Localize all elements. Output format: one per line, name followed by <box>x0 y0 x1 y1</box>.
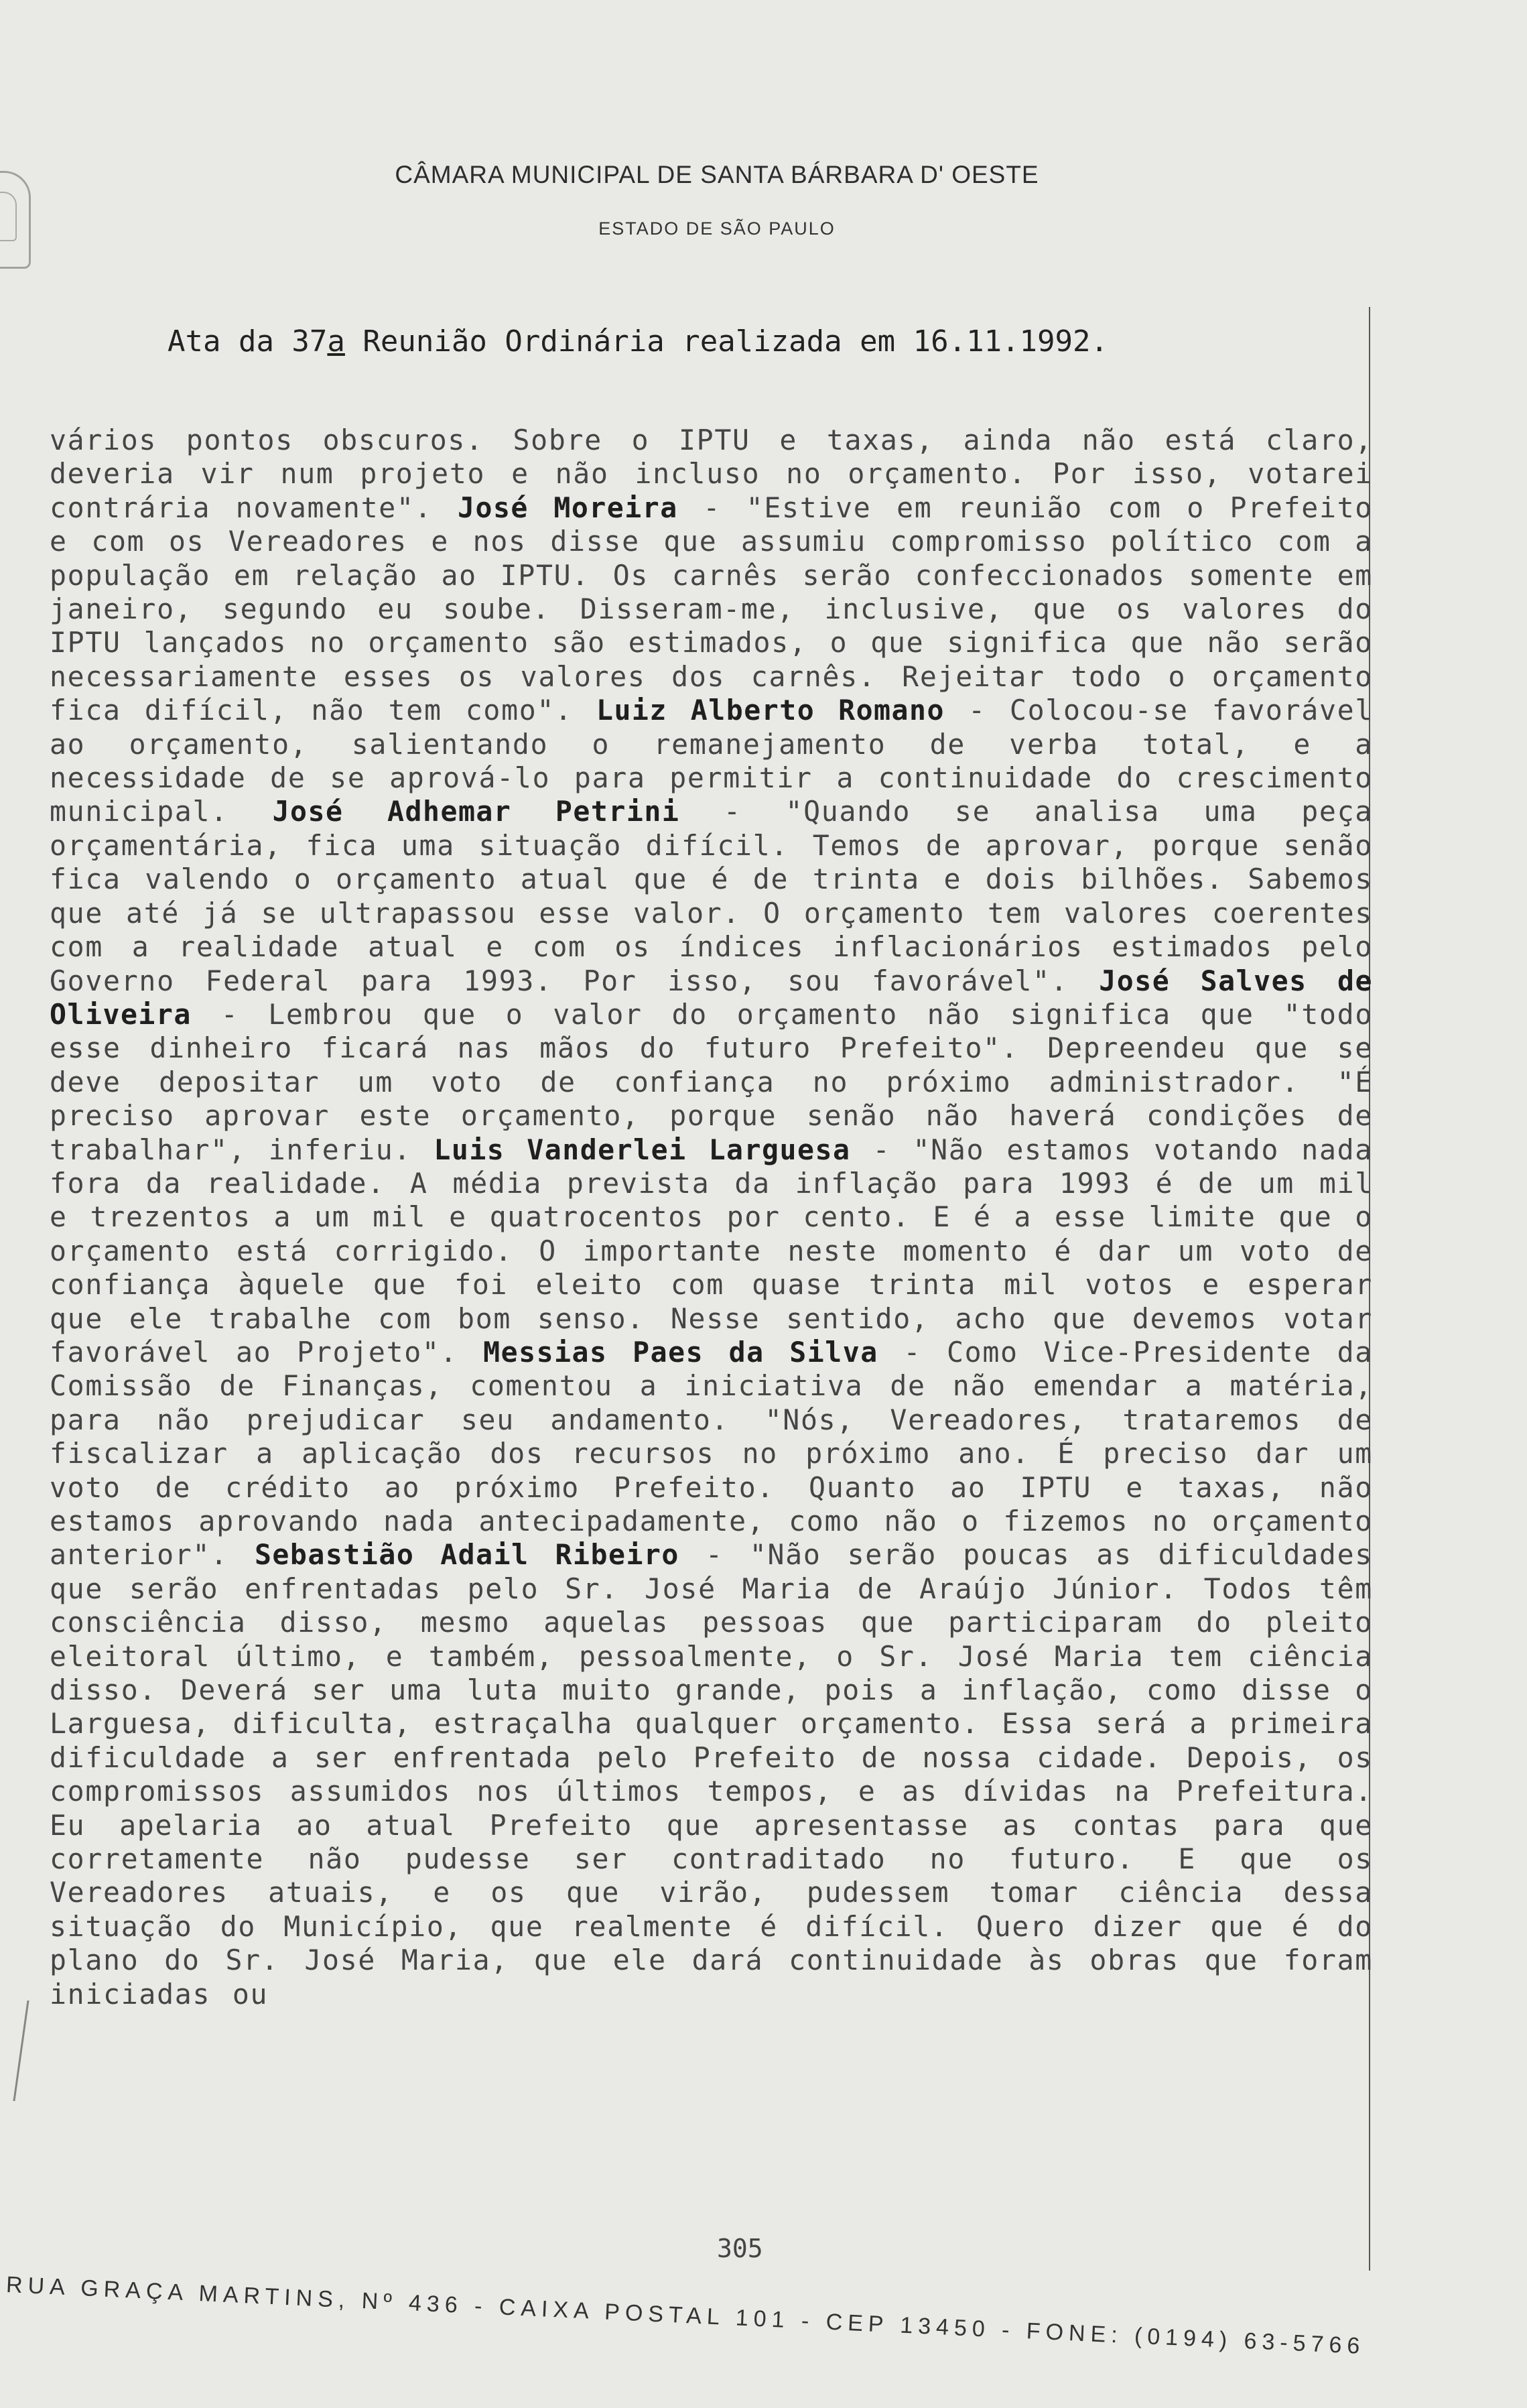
minutes-title-suffix: Reunião Ordinária realizada em 16.11.1992. <box>344 324 1109 359</box>
minutes-text: - "Não serão poucas as dificuldades que serão enfrentadas pelo Sr. José Maria de Araújo Júnior. Todos têm consciência disso, mesmo aquelas pessoas que participaram do pleito eleitoral último, e também, pessoalmente, o Sr. José Maria tem ciência disso. Deverá ser uma luta muito grande, pois a inflação, como disse o Larguesa, dificulta, estraçalha qualquer orçamento. Essa será a primeira dificuldade a ser enfrentada pelo Prefeito de nossa cidade. Depois, os compromissos assumidos nos últimos tempos, e as dívidas na Prefeitura. Eu apelaria ao atual Prefeito que apresentasse as contas para que corretamente não pudesse ser contraditado no futuro. E que os Vereadores atuais, e os que virão, pudessem tomar ciência dessa situação do Município, que realmente é difícil. Quero dizer que é do plano do Sr. José Maria, que ele dará continuidade às obras que foram iniciadas ou <box>50 1538 1373 2011</box>
minutes-text: - Como Vice-Presidente da Comissão de Finanças, comentou a iniciativa de não emendar a matéria, para não prejudicar seu andamento. "Nós, Vereadores, trataremos de fiscalizar a aplicação dos recursos no próximo ano. É preciso dar um voto de crédito ao próximo Prefeito. Quanto ao IPTU e taxas, não estamos aprovando nada antecipadamente, como não o fizemos no orçamento anterior". <box>50 1335 1373 1572</box>
minutes-text: vários pontos obscuros. Sobre o IPTU e taxas, ainda não está claro, deveria vir num projeto e não incluso no orçamento. Por isso, votarei contrária novamente". <box>50 424 1373 524</box>
chamber-name: CÂMARA MUNICIPAL DE SANTA BÁRBARA D' OESTE <box>395 161 1039 188</box>
page-number: 305 <box>717 2234 763 2263</box>
minutes-text: - "Não estamos votando nada fora da realidade. A média prevista da inflação para 1993 é de um mil e trezentos a um mil e quatrocentos por cento. E é a esse limite que o orçamento está corrigido. O importante neste momento é dar um voto de confiança àquele que foi eleito com quase trinta mil votos e esperar que ele trabalhe com bom senso. Nesse sentido, acho que devemos votar favorável ao Projeto". <box>50 1133 1373 1369</box>
footer-address-text: RUA GRAÇA MARTINS, Nº 436 - CAIXA POSTAL 101 - CEP 13450 - FONE: (0194) 63-5766 <box>5 2272 1366 2360</box>
minutes-title <box>168 324 1108 359</box>
minutes-text: - "Estive em reunião com o Prefeito e com os Vereadores e nos disse que assumiu compromisso político com a população em relação ao IPTU. Os carnês serão confeccionados somente em janeiro, segundo eu soube. Disseram-me, inclusive, que os valores do IPTU lançados no orçamento são estimados, o que significa que não serão necessariamente esses os valores dos carnês. Rejeitar todo o orçamento fica difícil, não tem como". <box>50 491 1373 727</box>
speaker-name: Luis Vanderlei Larguesa <box>434 1133 851 1166</box>
minutes-body <box>50 424 1373 2179</box>
minutes-text: - Lembrou que o valor do orçamento não significa que "todo esse dinheiro ficará nas mãos do futuro Prefeito". Depreendeu que se deve depositar um voto de confiança no próximo administrador. "É preciso aprovar este orçamento, porque senão não haverá condições de trabalhar", inferiu. <box>50 997 1373 1166</box>
margin-mark <box>0 2001 29 2101</box>
speaker-name: José Salves de Oliveira <box>50 964 1373 1031</box>
speaker-name: José Moreira <box>457 491 678 524</box>
minutes-text: - Colocou-se favorável ao orçamento, salientando o remanejamento de verba total, e a necessidade de se aprová-lo para permitir a continuidade do crescimento municipal. <box>50 694 1373 828</box>
speaker-name: Sebastião Adail Ribeiro <box>254 1538 679 1572</box>
minutes-text: - "Quando se analisa uma peça orçamentária, fica uma situação difícil. Temos de aprovar, porque senão fica valendo o orçamento atual que é de trinta e dois bilhões. Sabemos que até já se ultrapassou esse valor. O orçamento tem valores coerentes com a realidade atual e com os índices inflacionários estimados pelo Governo Federal para 1993. Por isso, sou favorável". <box>50 795 1373 997</box>
letterhead <box>0 161 1434 239</box>
speaker-name: José Adhemar Petrini <box>272 795 680 828</box>
minutes-title-ordinal: a <box>327 324 345 359</box>
footer-address <box>7 2272 1414 2393</box>
speaker-name: Messias Paes da Silva <box>483 1335 878 1369</box>
minutes-title-prefix: Ata da 37 <box>168 324 328 359</box>
speaker-name: Luiz Alberto Romano <box>596 694 945 727</box>
state-name: ESTADO DE SÃO PAULO <box>598 218 836 239</box>
